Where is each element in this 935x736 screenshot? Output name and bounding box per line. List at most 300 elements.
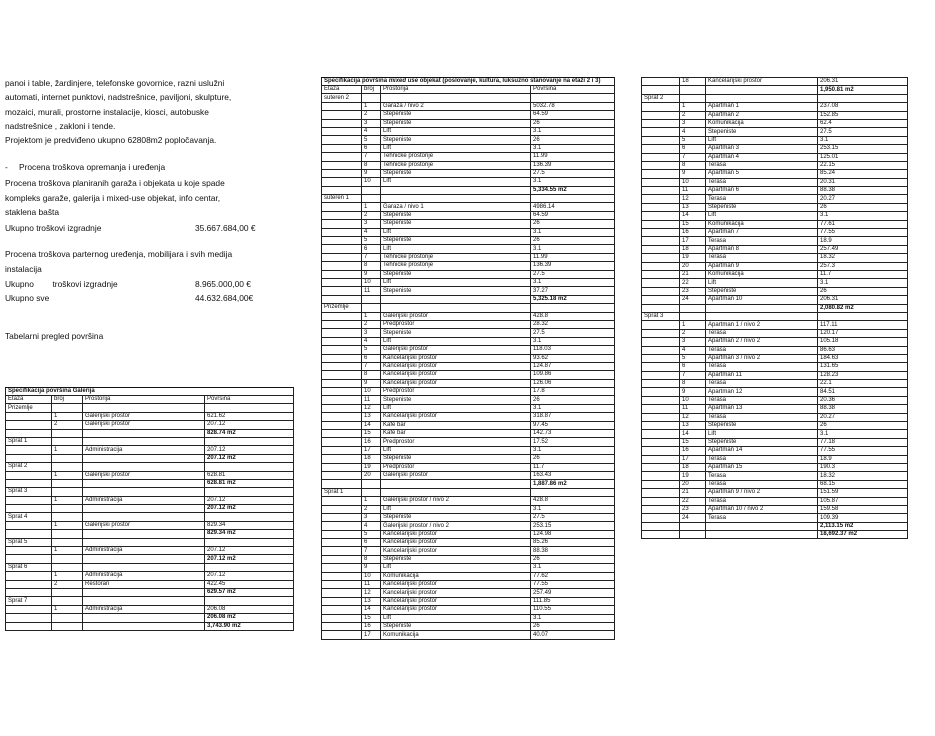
room-cell: Stepeniste	[381, 136, 531, 144]
floor-cell	[322, 169, 362, 177]
room-cell: Lift	[706, 212, 818, 220]
floor-cell	[642, 145, 680, 153]
number-cell: 17	[680, 455, 706, 463]
room-cell: Stepeniste	[381, 455, 531, 463]
number-cell: 3	[362, 220, 381, 228]
room-cell: Stepeniste	[706, 287, 818, 295]
number-cell	[52, 505, 83, 513]
floor-cell	[642, 212, 680, 220]
number-cell: 1	[52, 521, 83, 529]
number-cell: 7	[362, 153, 381, 161]
floor-cell	[642, 531, 680, 539]
floor-cell	[642, 119, 680, 127]
number-cell: 23	[680, 505, 706, 513]
floor-cell	[642, 78, 680, 86]
floor-cell	[322, 262, 362, 270]
number-cell: 15	[680, 220, 706, 228]
area-cell: 27.5	[531, 513, 615, 521]
area-cell: 77.55	[818, 447, 908, 455]
room-cell: Stepeniste	[381, 119, 531, 127]
room-cell: Lift	[706, 430, 818, 438]
table-row	[642, 463, 908, 471]
floor-cell: suteren 1	[322, 195, 362, 203]
area-cell	[531, 304, 615, 312]
number-cell: 11	[362, 396, 381, 404]
floor-cell	[322, 438, 362, 446]
table-row	[322, 127, 615, 135]
number-cell: 5	[680, 354, 706, 362]
room-cell: Stepeniste	[381, 623, 531, 631]
room-cell	[706, 94, 818, 102]
area-cell: 93.62	[531, 354, 615, 362]
room-cell	[83, 530, 205, 538]
room-cell: Stepeniste	[381, 555, 531, 563]
table-row	[642, 296, 908, 304]
floor-cell	[642, 287, 680, 295]
number-cell	[362, 488, 381, 496]
floor-cell	[642, 422, 680, 430]
room-cell	[706, 531, 818, 539]
room-cell: Garaza / nivo 1	[381, 203, 531, 211]
room-cell	[381, 186, 531, 194]
room-cell: Terasa	[706, 161, 818, 169]
room-cell: Galerijski prostor	[381, 312, 531, 320]
subtotal-row	[6, 614, 294, 622]
floor-cell	[322, 555, 362, 563]
number-cell: 2	[362, 211, 381, 219]
cost-row-total	[5, 291, 292, 305]
floor-cell	[642, 413, 680, 421]
number-cell: 24	[680, 296, 706, 304]
floor-row	[6, 404, 294, 412]
text-line: nadstrešnice , zakloni i tende.	[5, 120, 116, 131]
area-cell: 120.17	[818, 329, 908, 337]
area-cell: 77.62	[531, 572, 615, 580]
number-cell: 14	[362, 606, 381, 614]
area-cell: 11.99	[531, 253, 615, 261]
table-row	[642, 338, 908, 346]
number-cell: 7	[680, 371, 706, 379]
number-cell: 13	[680, 203, 706, 211]
room-cell	[83, 597, 205, 605]
area-cell: 18.9	[818, 455, 908, 463]
area-cell: 109.39	[818, 514, 908, 522]
area-cell: 26	[818, 287, 908, 295]
number-cell: 15	[680, 438, 706, 446]
room-cell: Stepeniste	[381, 287, 531, 295]
number-cell: 4	[362, 228, 381, 236]
room-cell: Predprostor	[381, 388, 531, 396]
room-cell	[83, 454, 205, 462]
area-cell: 77.18	[818, 438, 908, 446]
area-cell: 105.87	[818, 497, 908, 505]
room-cell: Stepeniste	[381, 237, 531, 245]
room-cell: Stepeniste	[381, 396, 531, 404]
room-cell: Terasa	[706, 455, 818, 463]
area-cell: 18,692.37 m2	[818, 531, 908, 539]
floor-cell	[642, 522, 680, 530]
room-cell: Galerijski prostor	[381, 346, 531, 354]
paragraph-landscape-estimate	[5, 247, 292, 276]
room-cell: Kafe bar	[381, 421, 531, 429]
number-cell: 12	[362, 589, 381, 597]
room-cell	[706, 312, 818, 320]
table-row	[322, 346, 615, 354]
room-cell: Apartman 7	[706, 229, 818, 237]
room-cell: Apartman 2 / nivo 2	[706, 338, 818, 346]
floor-row	[6, 538, 294, 546]
room-cell: Komunikacija	[706, 119, 818, 127]
number-cell: 1	[52, 572, 83, 580]
number-cell: 13	[362, 597, 381, 605]
area-cell: 207.12	[205, 496, 294, 504]
number-cell: 16	[362, 438, 381, 446]
table-row	[322, 597, 615, 605]
room-cell: Lift	[381, 178, 531, 186]
area-cell: 3.1	[531, 178, 615, 186]
room-cell: Lift	[381, 278, 531, 286]
table-row	[322, 505, 615, 513]
floor-cell: Prizemlje	[322, 304, 362, 312]
floor-cell	[642, 354, 680, 362]
table-row	[642, 161, 908, 169]
area-cell: 151.59	[818, 489, 908, 497]
room-cell: Kancelarijski prostor	[381, 530, 531, 538]
floor-cell	[642, 136, 680, 144]
table-row	[642, 514, 908, 522]
room-cell: Apartman 9 / nivo 2	[706, 489, 818, 497]
floor-cell	[322, 320, 362, 328]
number-cell: 20	[680, 480, 706, 488]
area-cell: 428.8	[531, 312, 615, 320]
area-cell	[818, 94, 908, 102]
area-cell: 2,080.82 m2	[818, 304, 908, 312]
table-row	[322, 220, 615, 228]
area-cell: 257.49	[531, 589, 615, 597]
column-header: broj	[52, 396, 83, 404]
floor-cell	[642, 438, 680, 446]
number-cell: 3	[362, 329, 381, 337]
room-cell: Stepeniste	[706, 128, 818, 136]
table-row	[642, 229, 908, 237]
area-cell: 628.81 m2	[205, 479, 294, 487]
area-cell: 109.86	[531, 371, 615, 379]
number-cell: 13	[680, 422, 706, 430]
room-cell: Galerijski prostor	[83, 412, 205, 420]
room-cell: Administracija	[83, 446, 205, 454]
room-cell	[381, 195, 531, 203]
area-cell: 3.1	[531, 278, 615, 286]
floor-cell	[322, 278, 362, 286]
number-cell	[680, 531, 706, 539]
floor-cell	[6, 572, 52, 580]
area-cell: 84.51	[818, 388, 908, 396]
number-cell	[52, 454, 83, 462]
table-row	[642, 354, 908, 362]
table-row	[642, 505, 908, 513]
floor-cell	[6, 614, 52, 622]
number-cell: 10	[362, 278, 381, 286]
area-cell: 318.87	[531, 413, 615, 421]
number-cell: 1	[362, 102, 381, 110]
subtotal-row	[322, 186, 615, 194]
room-cell: Stepeniste	[381, 220, 531, 228]
floor-cell: suteren 2	[322, 94, 362, 102]
room-cell	[706, 304, 818, 312]
room-cell: Apartman 4	[706, 153, 818, 161]
floor-cell	[642, 170, 680, 178]
room-cell	[83, 505, 205, 513]
area-cell: 136.39	[531, 161, 615, 169]
room-cell: Kancelarijski prostor	[381, 379, 531, 387]
floor-cell	[322, 547, 362, 555]
number-cell	[52, 463, 83, 471]
subtotal-row	[6, 505, 294, 513]
room-cell	[83, 614, 205, 622]
floor-row	[6, 597, 294, 605]
floor-row	[322, 304, 615, 312]
table-row	[642, 489, 908, 497]
floor-cell	[642, 270, 680, 278]
floor-cell	[642, 161, 680, 169]
floor-cell	[322, 589, 362, 597]
number-cell: 9	[362, 270, 381, 278]
area-cell: 3,743.90 m2	[205, 622, 294, 630]
floor-cell	[642, 203, 680, 211]
table-row	[322, 278, 615, 286]
area-cell: 26	[531, 237, 615, 245]
text-line: mozaici, murali, prostorne instalacije, kiosci, autobuske	[5, 106, 209, 117]
number-cell: 19	[680, 472, 706, 480]
number-cell: 4	[680, 346, 706, 354]
area-cell: 3.1	[531, 446, 615, 454]
floor-cell	[322, 513, 362, 521]
floor-cell	[322, 102, 362, 110]
floor-cell	[6, 446, 52, 454]
floor-cell	[322, 346, 362, 354]
number-cell: 18	[680, 78, 706, 86]
floor-cell	[322, 522, 362, 530]
room-cell	[83, 488, 205, 496]
area-cell: 85.26	[531, 539, 615, 547]
room-cell	[83, 555, 205, 563]
area-cell	[531, 195, 615, 203]
table-row	[6, 496, 294, 504]
floor-cell	[322, 337, 362, 345]
table-row	[322, 623, 615, 631]
number-cell: 18	[680, 245, 706, 253]
area-cell: 207.12 m2	[205, 555, 294, 563]
area-cell: 136.39	[531, 262, 615, 270]
number-cell: 9	[362, 564, 381, 572]
area-cell: 3.1	[531, 337, 615, 345]
number-cell: 14	[680, 212, 706, 220]
area-cell: 207.12	[205, 572, 294, 580]
table-row	[322, 564, 615, 572]
room-cell	[83, 538, 205, 546]
table-row	[322, 539, 615, 547]
number-cell: 14	[680, 430, 706, 438]
area-cell: 77.55	[818, 229, 908, 237]
table-row	[642, 128, 908, 136]
number-cell	[52, 437, 83, 445]
number-cell	[362, 94, 381, 102]
area-cell	[205, 404, 294, 412]
number-cell: 9	[362, 379, 381, 387]
table-row	[642, 170, 908, 178]
table-row	[322, 320, 615, 328]
table-row	[6, 421, 294, 429]
area-cell	[531, 488, 615, 496]
area-cell: 1,887.86 m2	[531, 480, 615, 488]
area-cell: 26	[818, 203, 908, 211]
area-cell: 126.06	[531, 379, 615, 387]
subtotal-row	[642, 522, 908, 530]
floor-cell	[6, 622, 52, 630]
table-title: Specifikacija površina Galerija	[6, 388, 294, 396]
floor-cell	[6, 580, 52, 588]
room-cell: Lift	[381, 614, 531, 622]
room-cell: Apartman 12	[706, 388, 818, 396]
number-cell: 21	[680, 489, 706, 497]
number-cell: 5	[362, 136, 381, 144]
room-cell: Kancelarijski prostor	[381, 539, 531, 547]
table-row	[322, 396, 615, 404]
floor-cell	[642, 220, 680, 228]
column-header: Etaza	[322, 86, 362, 94]
floor-cell	[642, 296, 680, 304]
left-text-column	[5, 76, 292, 353]
floor-cell: Sprat 2	[642, 94, 680, 102]
number-cell: 10	[362, 178, 381, 186]
table-row	[322, 572, 615, 580]
floor-cell	[322, 253, 362, 261]
floor-cell	[6, 412, 52, 420]
area-cell: 26	[818, 422, 908, 430]
number-cell: 5	[680, 136, 706, 144]
floor-cell	[642, 321, 680, 329]
number-cell: 18	[680, 463, 706, 471]
number-cell: 6	[680, 145, 706, 153]
area-cell: 64.59	[531, 111, 615, 119]
room-cell: Stepeniste	[381, 329, 531, 337]
table-row	[322, 329, 615, 337]
room-cell: Lift	[381, 228, 531, 236]
number-cell: 2	[52, 580, 83, 588]
room-cell: Kancelarijski prostor	[381, 413, 531, 421]
table-row	[322, 438, 615, 446]
table-row	[322, 119, 615, 127]
number-cell	[52, 513, 83, 521]
room-cell	[83, 563, 205, 571]
number-cell: 3	[362, 119, 381, 127]
floor-row	[6, 437, 294, 445]
area-cell: 18.32	[818, 254, 908, 262]
cost-value: 8.965.000,00 €	[195, 278, 251, 289]
area-cell: 11.7	[818, 270, 908, 278]
room-cell: Komunikacija	[706, 220, 818, 228]
room-cell: Apartman 10	[706, 296, 818, 304]
area-cell: 97.45	[531, 421, 615, 429]
room-cell: Galerijski prostor / nivo 2	[381, 497, 531, 505]
floor-cell	[322, 631, 362, 639]
area-cell: 22.1	[818, 380, 908, 388]
area-cell: 124.98	[531, 530, 615, 538]
table-row	[642, 220, 908, 228]
number-cell: 18	[362, 455, 381, 463]
floor-cell	[322, 144, 362, 152]
column-header: Prostorija	[83, 396, 205, 404]
cost-row-construction	[5, 221, 292, 235]
room-cell: Kancelarijski prostor	[381, 354, 531, 362]
table-row	[322, 430, 615, 438]
room-cell	[381, 480, 531, 488]
area-cell: 5,334.55 m2	[531, 186, 615, 194]
area-cell	[531, 94, 615, 102]
table-row	[6, 580, 294, 588]
room-cell: Galerijski prostor	[83, 521, 205, 529]
table-row	[6, 446, 294, 454]
floor-cell	[322, 371, 362, 379]
paving-total-text: Projektom je predviđeno ukupno 62808m2 popločavanja.	[5, 135, 217, 146]
room-cell: Apartman 15	[706, 463, 818, 471]
table-row	[322, 153, 615, 161]
table-row	[642, 480, 908, 488]
floor-cell	[642, 338, 680, 346]
number-cell: 20	[680, 262, 706, 270]
floor-cell	[322, 471, 362, 479]
floor-cell	[6, 547, 52, 555]
table-row	[642, 388, 908, 396]
floor-cell	[642, 455, 680, 463]
cost-row-landscape	[5, 277, 292, 291]
area-cell: 428.8	[531, 497, 615, 505]
table-header-row	[322, 86, 615, 94]
table-row	[642, 145, 908, 153]
number-cell: 10	[680, 178, 706, 186]
number-cell	[362, 186, 381, 194]
room-cell: Kancelarijski prostor	[381, 581, 531, 589]
area-cell: 27.5	[818, 128, 908, 136]
floor-cell	[6, 429, 52, 437]
floor-cell	[322, 388, 362, 396]
table-row	[322, 589, 615, 597]
floor-cell	[642, 195, 680, 203]
room-cell: Administracija	[83, 605, 205, 613]
room-cell: Apartman 9	[706, 262, 818, 270]
room-cell: Stepeniste	[381, 513, 531, 521]
room-cell: Apartman 13	[706, 405, 818, 413]
floor-cell	[322, 153, 362, 161]
area-cell: 828.74 m2	[205, 429, 294, 437]
table-row	[322, 237, 615, 245]
number-cell: 11	[680, 187, 706, 195]
number-cell: 5	[362, 530, 381, 538]
area-cell: 18.9	[818, 237, 908, 245]
room-cell: Predprostor	[381, 438, 531, 446]
room-cell: Terasa	[706, 472, 818, 480]
number-cell: 6	[680, 363, 706, 371]
floor-cell	[6, 588, 52, 596]
table-row	[322, 631, 615, 639]
floor-cell	[322, 614, 362, 622]
floor-cell	[642, 430, 680, 438]
table-row	[322, 606, 615, 614]
room-cell: Kancelarijski prostor	[381, 597, 531, 605]
floor-cell	[642, 187, 680, 195]
area-cell: 88.38	[818, 405, 908, 413]
area-cell	[205, 563, 294, 571]
